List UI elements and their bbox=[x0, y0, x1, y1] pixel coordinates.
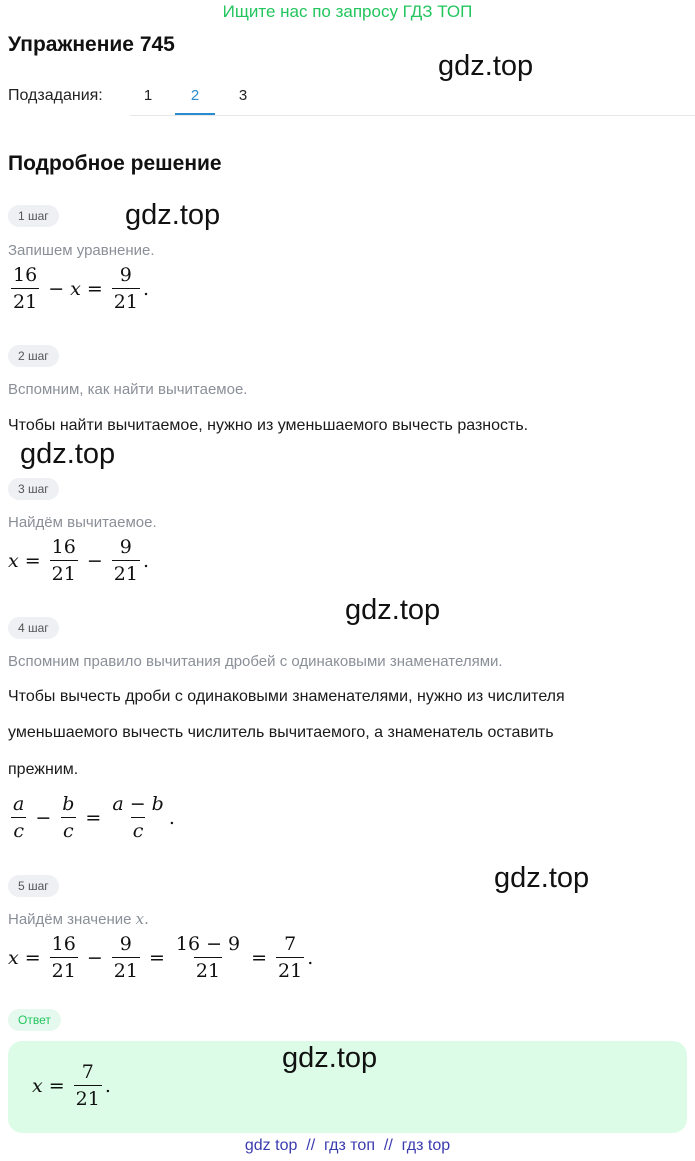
answer-equation: x = $\frac{7}{21}$ . bbox=[32, 1061, 111, 1110]
equation: x = $\frac{16}{21}$ − $\frac{9}{21}$ = $\frac{16 - 9}{21}$ = $\frac{7}{21}$ . bbox=[8, 933, 314, 982]
equation: $\frac{16}{21}$ − x = $\frac{9}{21}$ . bbox=[13, 264, 149, 313]
step-hint: Найдём значение x. bbox=[8, 910, 149, 928]
step-hint: Вспомним правило вычитания дробей с одинаковыми знаменателями. bbox=[8, 653, 503, 670]
watermark: gdz.top bbox=[345, 594, 441, 626]
page-title: Упражнение 745 bbox=[8, 33, 175, 56]
tab-subtask-1[interactable]: 1 bbox=[143, 87, 153, 104]
watermark: gdz.top bbox=[438, 50, 534, 82]
rule-text: Чтобы найти вычитаемое, нужно из уменьшаемого вычесть разность. bbox=[8, 417, 529, 434]
watermark: gdz.top bbox=[282, 1042, 378, 1074]
tab-subtask-3[interactable]: 3 bbox=[238, 87, 248, 104]
step-badge: 1 шаг bbox=[8, 205, 59, 227]
step-badge: 3 шаг bbox=[8, 478, 59, 500]
tab-subtask-2[interactable]: 2 bbox=[190, 87, 200, 104]
watermark: gdz.top bbox=[125, 199, 221, 231]
watermark: gdz.top bbox=[20, 438, 116, 470]
step-badge: 2 шаг bbox=[8, 345, 59, 367]
watermark: gdz.top bbox=[494, 862, 590, 894]
promo-banner: Ищите нас по запросу ГДЗ ТОП bbox=[222, 2, 473, 21]
step-badge: 4 шаг bbox=[8, 617, 59, 639]
rule-text-line: Чтобы вычесть дроби с одинаковыми знаменателями, нужно из числителя bbox=[8, 688, 565, 705]
step-hint: Вспомним, как найти вычитаемое. bbox=[8, 381, 248, 398]
step-badge: 5 шаг bbox=[8, 875, 59, 897]
answer-badge: Ответ bbox=[8, 1009, 61, 1031]
footer-links[interactable]: gdz top // гдз топ // гдз top bbox=[244, 1137, 451, 1154]
equation: x = $\frac{16}{21}$ − $\frac{9}{21}$ . bbox=[8, 536, 149, 585]
solution-title: Подробное решение bbox=[8, 152, 222, 175]
active-tab-indicator bbox=[175, 113, 215, 115]
subtasks-label: Подзадания: bbox=[8, 87, 103, 104]
rule-text-line: уменьшаемого вычесть числитель вычитаемого, а знаменатель оставить bbox=[8, 724, 554, 741]
rule-text-line: прежним. bbox=[8, 761, 79, 778]
step-hint: Запишем уравнение. bbox=[8, 242, 155, 259]
step-hint: Найдём вычитаемое. bbox=[8, 514, 157, 531]
equation: $\frac{a}{c}$ − $\frac{b}{c}$ = $\frac{a - b}{c}$ . bbox=[13, 793, 175, 842]
